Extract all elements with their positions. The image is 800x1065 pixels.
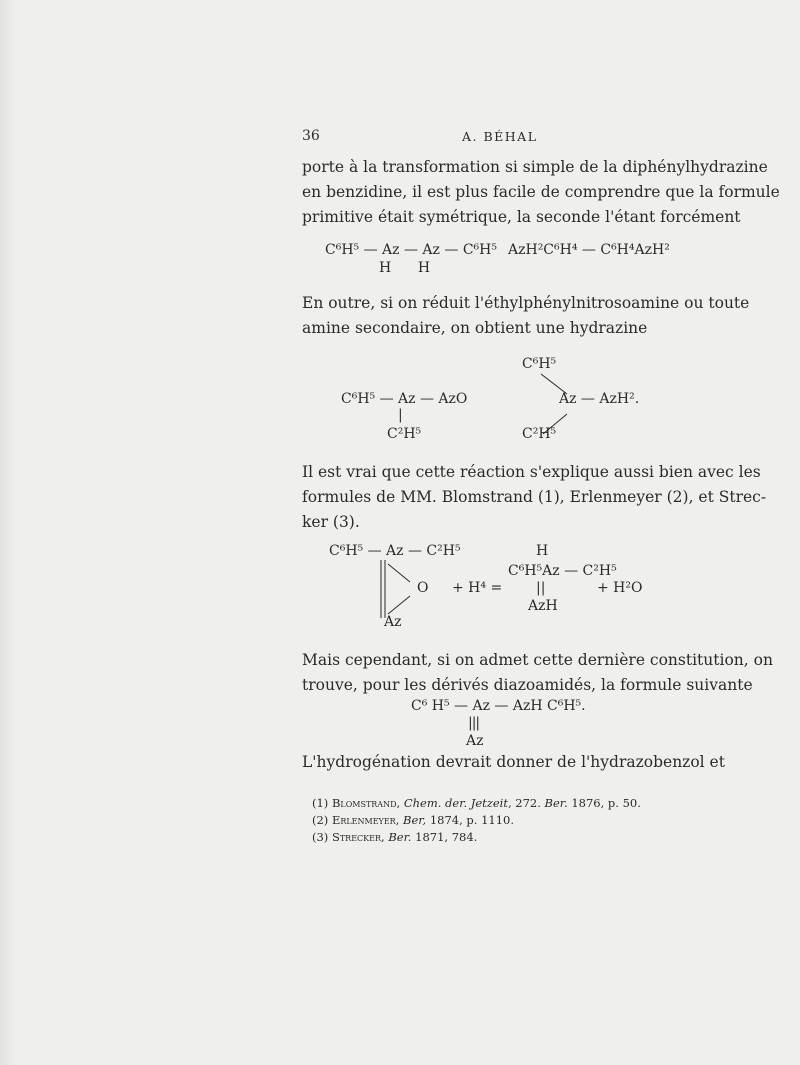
formula-azoxy-oxygen: O: [417, 580, 429, 596]
formula-diazoamide-az: Az: [466, 733, 484, 749]
running-title: A. BÉHAL: [462, 129, 538, 144]
text-line: porte à la transformation si simple de la diphénylhydrazine: [302, 158, 768, 176]
paragraph-2: [302, 291, 750, 341]
text-line: En outre, si on réduit l'éthylphénylnitrosoamine ou toute: [302, 294, 750, 312]
formula-azoxy-az: Az: [384, 614, 402, 630]
footnote-journal: Ber.: [544, 796, 568, 810]
footnote-2: [312, 812, 514, 828]
formula-nitrosoamine-ethyl: C²H⁵: [387, 426, 422, 442]
footnote-number: (2): [312, 813, 329, 827]
footnote-number: (1): [312, 796, 329, 810]
footnote-ref: 272.: [515, 796, 541, 810]
formula-plus-hydrogen: + H⁴ =: [452, 580, 503, 596]
formula-diazoamide: C⁶ H⁵ — Az — AzH C⁶H⁵.: [411, 698, 586, 714]
formula-azoxy-top: C⁶H⁵ — Az — C²H⁵: [329, 543, 461, 559]
page-edge-shadow: [0, 0, 16, 1065]
text-line: L'hydrogénation devrait donner de l'hydrazobenzol et: [302, 753, 725, 771]
footnote-ref: 1874, p. 1110.: [429, 813, 515, 827]
text-line: Mais cependant, si on admet cette dernière constitution, on: [302, 651, 773, 669]
text-line: Il est vrai que cette réaction s'explique aussi bien avec les: [302, 463, 761, 481]
footnote-ref: 1871, 784.: [415, 830, 478, 844]
text-line: primitive était symétrique, la seconde l'étant forcément: [302, 208, 741, 226]
text-line: en benzidine, il est plus facile de comprendre que la formule: [302, 183, 780, 201]
paragraph-4: [302, 648, 773, 698]
formula-hydrazine-ethyl: C²H⁵: [522, 426, 557, 442]
paragraph-3: [302, 460, 767, 535]
footnote-author: Erlenmeyer,: [331, 813, 400, 827]
paragraph-1: [302, 155, 780, 230]
formula-diphenylhydrazine: C⁶H⁵ — Az — Az — C⁶H⁵: [325, 242, 497, 258]
formula-product-h: H: [536, 543, 549, 559]
formula-hydrazine-phenyl: C⁶H⁵: [522, 356, 557, 372]
footnote-ref: 1876, p. 50.: [571, 796, 641, 810]
footnote-author: Blomstrand,: [331, 796, 401, 810]
formula-product-main: C⁶H⁵Az — C²H⁵: [508, 563, 617, 579]
footnote-3: [312, 829, 477, 845]
footnote-1: [312, 795, 641, 811]
formula-product-azh: AzH: [528, 598, 558, 614]
page-number: 36: [302, 128, 320, 144]
paragraph-5: [302, 750, 725, 775]
footnote-journal: Chem. der. Jetzeit,: [403, 796, 512, 810]
formula-nitrosoamine-bond: |: [398, 407, 403, 423]
formula-nitrosoamine: C⁶H⁵ — Az — AzO: [341, 391, 468, 407]
formula-diphenylhydrazine-h-atoms: H H: [379, 260, 431, 276]
text-line: formules de MM. Blomstrand (1), Erlenmeyer (2), et Strec-: [302, 488, 767, 506]
footnote-author: Strecker,: [331, 830, 385, 844]
text-line: trouve, pour les dérivés diazoamidés, la formule suivante: [302, 676, 753, 694]
formula-product-bonds: ||: [536, 580, 546, 596]
formula-hydrazine-main: Az — AzH².: [559, 391, 640, 407]
text-line: ker (3).: [302, 513, 360, 531]
text-line: amine secondaire, on obtient une hydrazine: [302, 319, 648, 337]
footnote-journal: Ber,: [403, 813, 427, 827]
formula-benzidine: AzH²C⁶H⁴ — C⁶H⁴AzH²: [508, 242, 670, 258]
formula-diazoamide-triple-bond: |||: [468, 715, 480, 731]
formula-plus-water: + H²O: [597, 580, 643, 596]
footnote-journal: Ber.: [388, 830, 412, 844]
footnote-number: (3): [312, 830, 329, 844]
